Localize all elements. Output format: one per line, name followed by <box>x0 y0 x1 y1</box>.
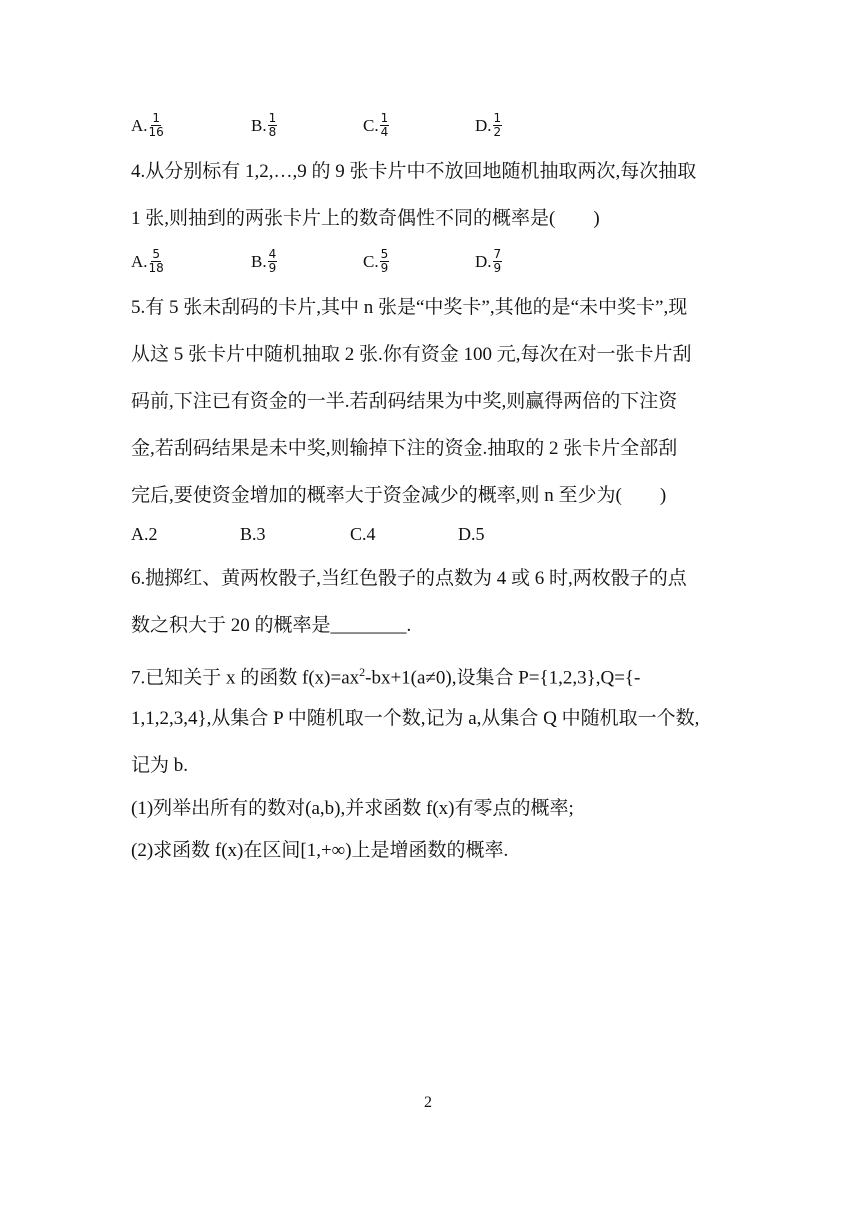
fraction <box>149 248 164 275</box>
option-letter: B. <box>251 251 267 271</box>
denominator: 2 <box>493 125 502 139</box>
option-letter: C. <box>363 115 379 135</box>
option-letter: B. <box>251 115 267 135</box>
q7-line-2: 1,1,2,3,4},从集合 P 中随机取一个数,记为 a,从集合 Q 中随机取一个数, <box>131 708 700 729</box>
q3-option-d <box>475 112 502 139</box>
q4-line-1: 4.从分别标有 1,2,…,9 的 9 张卡片中不放回地随机抽取两次,每次抽取 <box>131 161 697 182</box>
q5-line-2: 从这 5 张卡片中随机抽取 2 张.你有资金 100 元,每次在对一张卡片刮 <box>131 344 692 365</box>
q7-line-3: 记为 b. <box>131 755 189 776</box>
q5-option-a: A.2 <box>131 524 158 544</box>
exponent: 2 <box>359 665 366 679</box>
denominator: 8 <box>268 125 277 139</box>
fraction <box>493 112 503 139</box>
q4-option-a <box>131 248 164 275</box>
fraction <box>380 112 390 139</box>
q3-option-a <box>131 112 164 139</box>
numerator: 1 <box>493 111 502 125</box>
q7-part-2: (2)求函数 f(x)在区间[1,+∞)上是增函数的概率. <box>131 840 509 861</box>
numerator: 5 <box>380 247 389 261</box>
option-letter: A. <box>131 251 148 271</box>
option-letter: A. <box>131 115 148 135</box>
q5-option-b: B.3 <box>240 524 266 544</box>
q4-line-2: 1 张,则抽到的两张卡片上的数奇偶性不同的概率是( ) <box>131 208 600 229</box>
q3-option-b <box>251 112 277 139</box>
numerator: 5 <box>152 247 160 261</box>
q4-option-d <box>475 248 502 275</box>
denominator: 16 <box>148 125 164 139</box>
q7-line-1 <box>131 660 640 690</box>
q3-option-c <box>363 112 389 139</box>
option-letter: C. <box>363 251 379 271</box>
q4-option-b <box>251 248 277 275</box>
q5-option-c: C.4 <box>350 524 376 544</box>
fraction <box>493 248 503 275</box>
fraction <box>268 112 278 139</box>
numerator: 4 <box>268 247 277 261</box>
page-number: 2 <box>424 1094 432 1111</box>
denominator: 9 <box>493 261 502 275</box>
fraction <box>268 248 278 275</box>
q5-line-1: 5.有 5 张未刮码的卡片,其中 n 张是“中奖卡”,其他的是“未中奖卡”,现 <box>131 297 688 318</box>
denominator: 9 <box>268 261 277 275</box>
q6-line-1: 6.抛掷红、黄两枚骰子,当红色骰子的点数为 4 或 6 时,两枚骰子的点 <box>131 568 687 589</box>
option-letter: D. <box>475 115 492 135</box>
denominator: 4 <box>380 125 389 139</box>
q7-part-1: (1)列举出所有的数对(a,b),并求函数 f(x)有零点的概率; <box>131 798 574 819</box>
q5-option-d: D.5 <box>458 524 485 544</box>
denominator: 18 <box>148 261 164 275</box>
q5-line-4: 金,若刮码结果是未中奖,则输掉下注的资金.抽取的 2 张卡片全部刮 <box>131 438 678 459</box>
numerator: 1 <box>152 111 160 125</box>
q6-line-2: 数之积大于 20 的概率是________. <box>131 615 412 636</box>
numerator: 1 <box>268 111 277 125</box>
q4-option-c <box>363 248 389 275</box>
fraction <box>149 112 164 139</box>
option-letter: D. <box>475 251 492 271</box>
q5-line-5: 完后,要使资金增加的概率大于资金减少的概率,则 n 至少为( ) <box>131 485 667 506</box>
q5-line-3: 码前,下注已有资金的一半.若刮码结果为中奖,则赢得两倍的下注资 <box>131 391 678 412</box>
q7-line-1-pre: 7.已知关于 x 的函数 f(x)=ax <box>131 667 360 689</box>
denominator: 9 <box>380 261 389 275</box>
numerator: 7 <box>493 247 502 261</box>
q7-line-1-post: -bx+1(a≠0),设集合 P={1,2,3},Q={- <box>365 667 641 689</box>
numerator: 1 <box>380 111 389 125</box>
fraction <box>380 248 390 275</box>
